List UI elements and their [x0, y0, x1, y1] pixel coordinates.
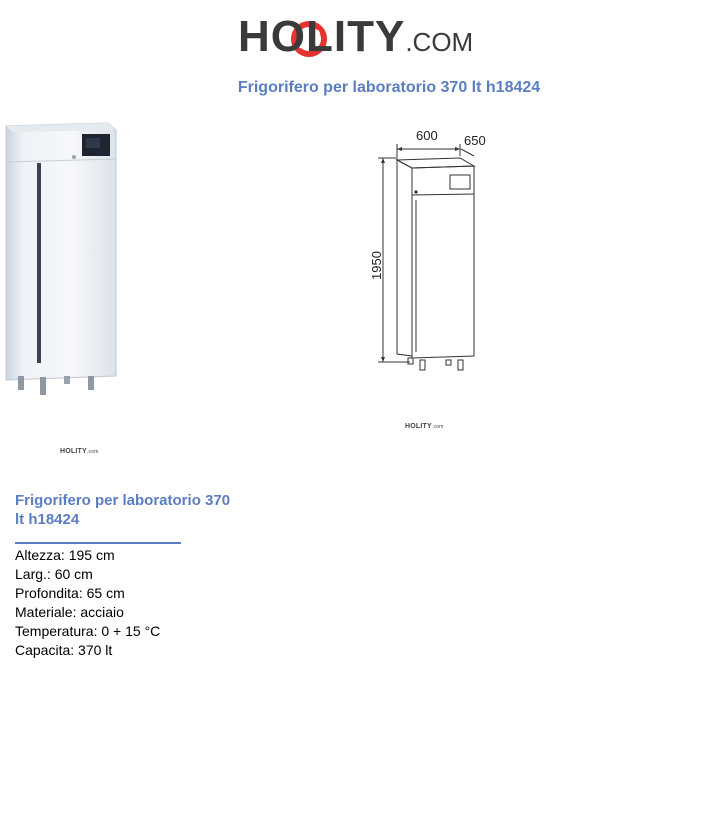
drawing-watermark — [405, 423, 444, 430]
spec-row-temperatura — [15, 622, 160, 641]
height-dimension-label: 1950 — [369, 251, 384, 280]
drawing-watermark-suffix: .com — [431, 424, 444, 430]
spec-value: 0 + 15 °C — [101, 623, 161, 639]
spec-value: acciaio — [80, 604, 124, 620]
spec-row-capacita — [15, 641, 160, 660]
spec-label: Altezza: — [15, 547, 65, 563]
page-title: Frigorifero per laboratorio 370 lt h18424 — [237, 79, 541, 96]
photo-watermark-suffix: .com — [86, 449, 99, 455]
logo-suffix-text: .COM — [405, 27, 474, 57]
spec-label: Capacita: — [15, 642, 75, 658]
spec-value: 195 cm — [68, 547, 115, 563]
spec-label: Materiale: — [15, 604, 77, 620]
spec-value: 370 lt — [78, 642, 113, 658]
logo-main-text: HOLITY — [238, 12, 406, 61]
holity-logo[interactable] — [238, 12, 488, 62]
drawing-watermark-main: HOLITY — [405, 423, 432, 430]
spec-label: Temperatura: — [15, 623, 98, 639]
spec-row-materiale — [15, 603, 160, 622]
spec-value: 60 cm — [54, 566, 93, 582]
spec-label: Profondita: — [15, 585, 83, 601]
spec-title: Frigorifero per laboratorio 370 lt h18424 — [15, 492, 231, 528]
spec-value: 65 cm — [86, 585, 125, 601]
dimension-drawing — [360, 120, 500, 375]
spec-list — [15, 546, 160, 660]
depth-dimension-label: 650 — [464, 133, 486, 148]
width-dimension-label: 600 — [416, 128, 438, 143]
photo-watermark-main: HOLITY — [60, 448, 87, 455]
photo-watermark — [60, 448, 99, 455]
spec-row-larghezza — [15, 565, 160, 584]
product-photo — [0, 118, 120, 403]
spec-row-profondita — [15, 584, 160, 603]
spec-row-altezza — [15, 546, 160, 565]
spec-divider — [15, 542, 181, 544]
spec-label: Larg.: — [15, 566, 51, 582]
